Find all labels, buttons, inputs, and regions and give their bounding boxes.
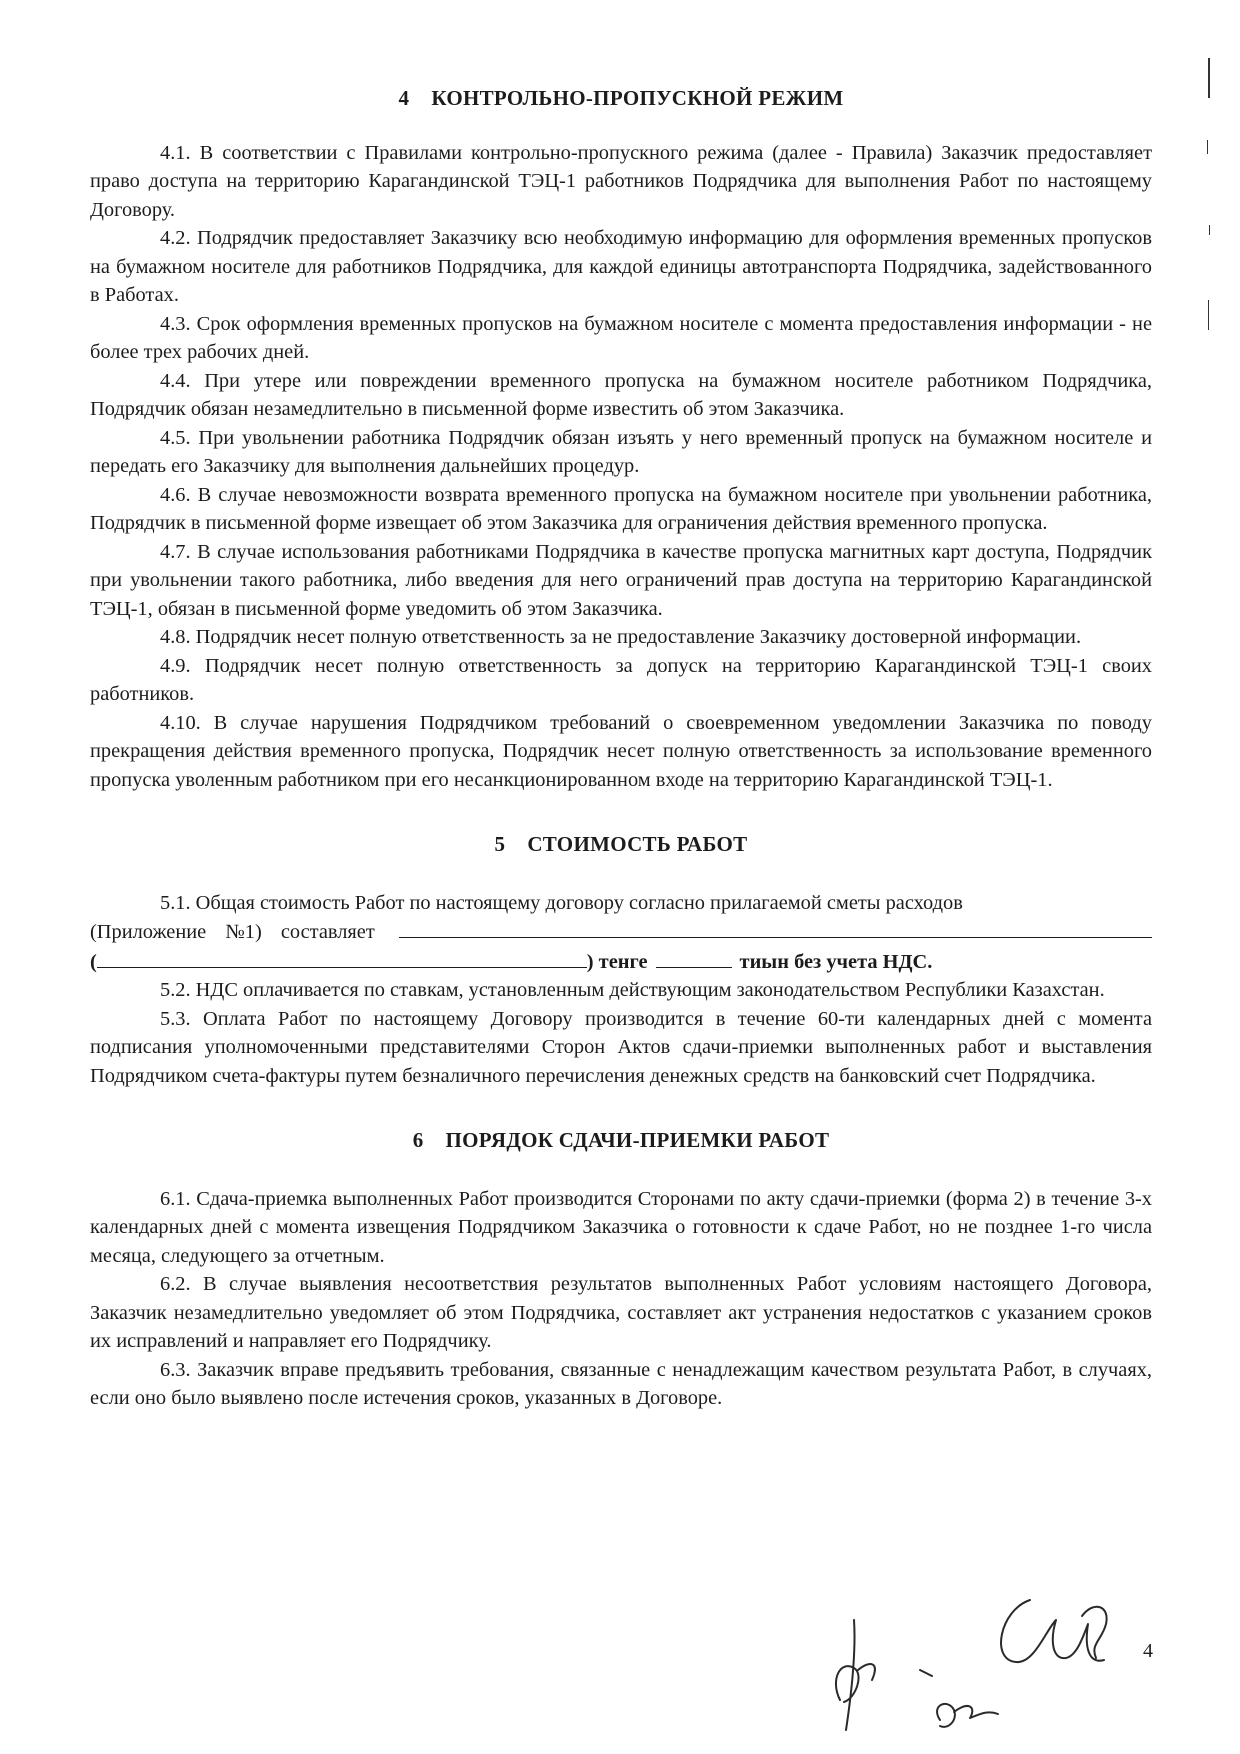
- paragraph-4-7: 4.7. В случае использования работниками Подрядчика в качестве пропуска магнитных карт доступа, Подрядчик при увольнении такого работника, либо введения для него ограничений прав доступа на территорию Карагандинской ТЭЦ-1, обязан в письменной форме уведомить об этом Заказчика.: [90, 540, 1152, 620]
- section-6-heading: [90, 1126, 1152, 1155]
- paragraph-4-10: 4.10. В случае нарушения Подрядчиком требований о своевременном уведомлении Заказчика по поводу прекращения действия временного пропуска, Подрядчик несет полную ответственность за использование временного пропуска уволенным работником при его несанкционированном входе на территорию Карагандинской ТЭЦ-1.: [90, 711, 1152, 791]
- page-number: 4: [1143, 1640, 1153, 1662]
- scan-edge-mark: [1208, 58, 1210, 98]
- signature-2: [920, 1670, 998, 1727]
- paragraph-5-1-line1: 5.1. Общая стоимость Работ по настоящему договору согласно прилагаемой сметы расходов: [160, 891, 963, 914]
- paragraph-6-1: 6.1. Сдача-приемка выполненных Работ производится Сторонами по акту сдачи-приемки (форма 2) в течение 3-х календарных дней с момента извещения Подрядчиком Заказчика о готовности к сдаче Работ, но не позднее 1-го числа месяца, следующего за отчетным.: [90, 1187, 1152, 1267]
- cost-amount-field[interactable]: [399, 917, 1152, 938]
- paragraph-6-3: 6.3. Заказчик вправе предъявить требования, связанные с ненадлежащим качеством результата Работ, в случаях, если оно было выявлено после истечения сроков, указанных в Договоре.: [90, 1358, 1152, 1409]
- section-title: КОНТРОЛЬНО-ПРОПУСКНОЙ РЕЖИМ: [431, 86, 844, 110]
- signature-1: [836, 1620, 875, 1730]
- open-paren: (: [90, 950, 97, 973]
- section-6: [90, 1126, 1152, 1413]
- signature-3: [1001, 1600, 1107, 1662]
- section-number: 5: [494, 832, 506, 856]
- paragraph-4-9: 4.9. Подрядчик несет полную ответственность за допуск на территорию Карагандинской ТЭЦ-1 своих работников.: [90, 654, 1152, 705]
- paragraph-4-6: 4.6. В случае невозможности возврата временного пропуска на бумажном носителе при увольнении работника, Подрядчик в письменной форме извещает об этом Заказчика для ограничения действия временного пропуска.: [90, 483, 1152, 534]
- handwritten-signatures: [820, 1580, 1140, 1740]
- paragraph-4-5: 4.5. При увольнении работника Подрядчик обязан изъять у него временный пропуск на бумажном носителе и передать его Заказчику для выполнения дальнейших процедур.: [90, 426, 1152, 477]
- cost-in-words-field[interactable]: [97, 947, 587, 968]
- scan-edge-mark: [1209, 225, 1210, 235]
- section-title: ПОРЯДОК СДАЧИ-ПРИЕМКИ РАБОТ: [445, 1128, 830, 1152]
- scan-edge-mark: [1207, 140, 1208, 154]
- paragraph-4-2: 4.2. Подрядчик предоставляет Заказчику всю необходимую информацию для оформления временных пропусков на бумажном носителе для работников Подрядчика, для каждой единицы автотранспорта Подрядчика, задействованного в Работах.: [90, 227, 1152, 306]
- section-number: 4: [398, 86, 410, 110]
- section-5: [90, 830, 1152, 1090]
- paragraph-4-4: 4.4. При утере или повреждении временного пропуска на бумажном носителе работником Подрядчика, Подрядчик обязан незамедлительно в письменной форме известить об этом Заказчика.: [90, 369, 1152, 420]
- section-title: СТОИМОСТЬ РАБОТ: [527, 832, 748, 856]
- cost-prefix: (Приложение №1) составляет: [90, 921, 375, 943]
- section-5-heading: [90, 830, 1152, 859]
- scan-edge-mark: [1208, 300, 1209, 330]
- section-4: [90, 84, 1152, 1413]
- paragraph-5-3: 5.3. Оплата Работ по настоящему Договору производится в течение 60-ти календарных дней с момента подписания уполномоченными представителями Сторон Актов сдачи-приемки выполненных работ и выставления Подрядчиком счета-фактуры путем безналичного перечисления денежных средств на банковский счет Подрядчика.: [90, 1007, 1152, 1087]
- paragraph-4-8: 4.8. Подрядчик несет полную ответственность за не предоставление Заказчику достоверной информации.: [160, 626, 1082, 648]
- paragraph-5-2: 5.2. НДС оплачивается по ставкам, установленным действующим законодательством Республики Казахстан.: [160, 979, 1105, 1001]
- section-number: 6: [412, 1128, 424, 1152]
- tiyn-field[interactable]: [656, 947, 732, 968]
- cost-words-line: [90, 947, 1152, 977]
- paragraph-4-1: 4.1. В соответствии с Правилами контрольно-пропускного режима (далее - Правила) Заказчик предоставляет право доступа на территорию Карагандинской ТЭЦ-1 работников Подрядчика для выполнения Работ по настоящему Договору.: [90, 141, 1152, 221]
- currency-label: ) тенге: [586, 950, 648, 973]
- paragraph-4-3: 4.3. Срок оформления временных пропусков на бумажном носителе с момента предоставления информации - не более трех рабочих дней.: [90, 312, 1152, 363]
- section-4-heading: [90, 84, 1152, 113]
- cost-amount-line: [90, 917, 1152, 947]
- paragraph-6-2: 6.2. В случае выявления несоответствия результатов выполненных Работ условиям настоящего Договора, Заказчик незамедлительно уведомляет об этом Подрядчика, составляет акт устранения недостатков с указанием сроков их исправлений и направляет его Подрядчику.: [90, 1273, 1152, 1352]
- tiyn-label: тиын без учета НДС.: [739, 950, 933, 973]
